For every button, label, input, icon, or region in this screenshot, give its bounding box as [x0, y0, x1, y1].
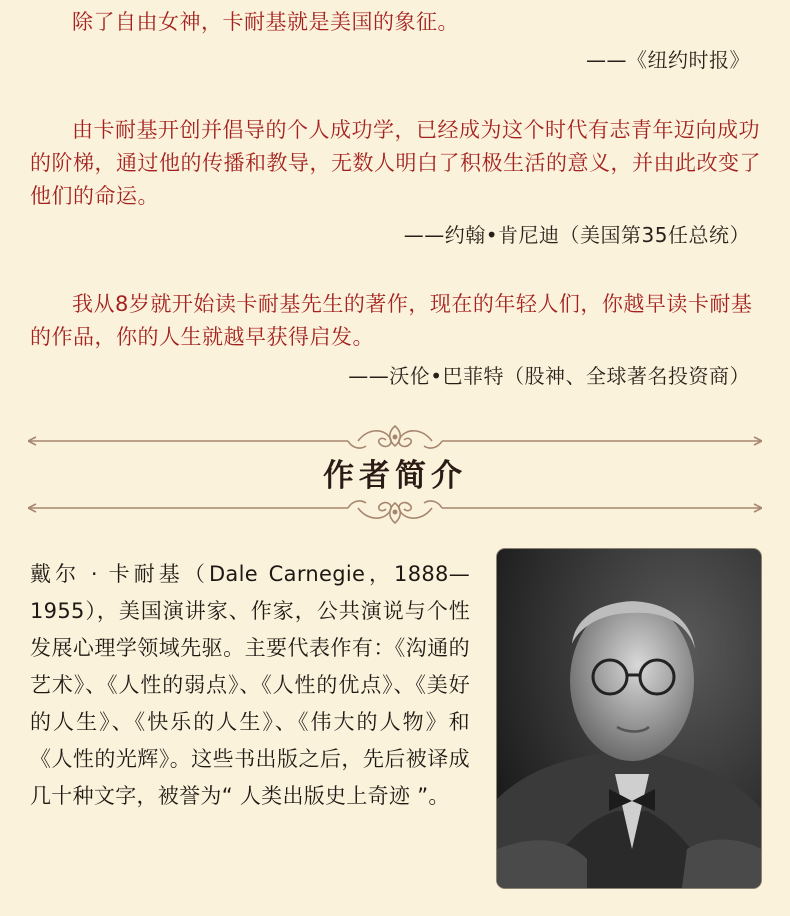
quote-1: [30, 6, 762, 39]
quote-3-attribution: ——沃伦•巴菲特（股神、全球著名投资商）: [348, 364, 750, 388]
quote-2: [30, 114, 762, 213]
quote-2-text: 由卡耐基开创并倡导的个人成功学，已经成为这个时代有志青年迈向成功的阶梯，通过他的传播和教导，无数人明白了积极生活的意义，并由此改变了他们的命运。: [30, 118, 761, 208]
portrait-illustration: [497, 549, 761, 888]
quote-1-attribution: ——《纽约时报》: [586, 48, 750, 72]
quote-1-text: 除了自由女神，卡耐基就是美国的象征。: [72, 10, 459, 34]
section-title: 作者简介: [323, 458, 467, 494]
author-bio: 戴尔 · 卡耐基（Dale Carnegie，1888—1955），美国演讲家、作家，公共演说与个性发展心理学领域先驱。主要代表作有：《沟通的艺术》、《人性的弱点》、《人性的优点》、《美好的人生》、《快乐的人生》、《伟大的人物》和《人性的光辉》。这些书出版之后，先后被译成几十种文字，被誉为“ 人类出版史上奇迹 ”。: [30, 562, 470, 808]
quote-2-attribution: ——约翰•肯尼迪（美国第35任总统）: [403, 223, 750, 247]
quote-3-text: 我从8岁就开始读卡耐基先生的著作，现在的年轻人们，你越早读卡耐基的作品，你的人生就越早获得启发。: [30, 292, 753, 349]
bottom-ornament-divider: [28, 491, 762, 527]
quote-3: [30, 288, 762, 354]
author-portrait-image: [497, 549, 761, 888]
